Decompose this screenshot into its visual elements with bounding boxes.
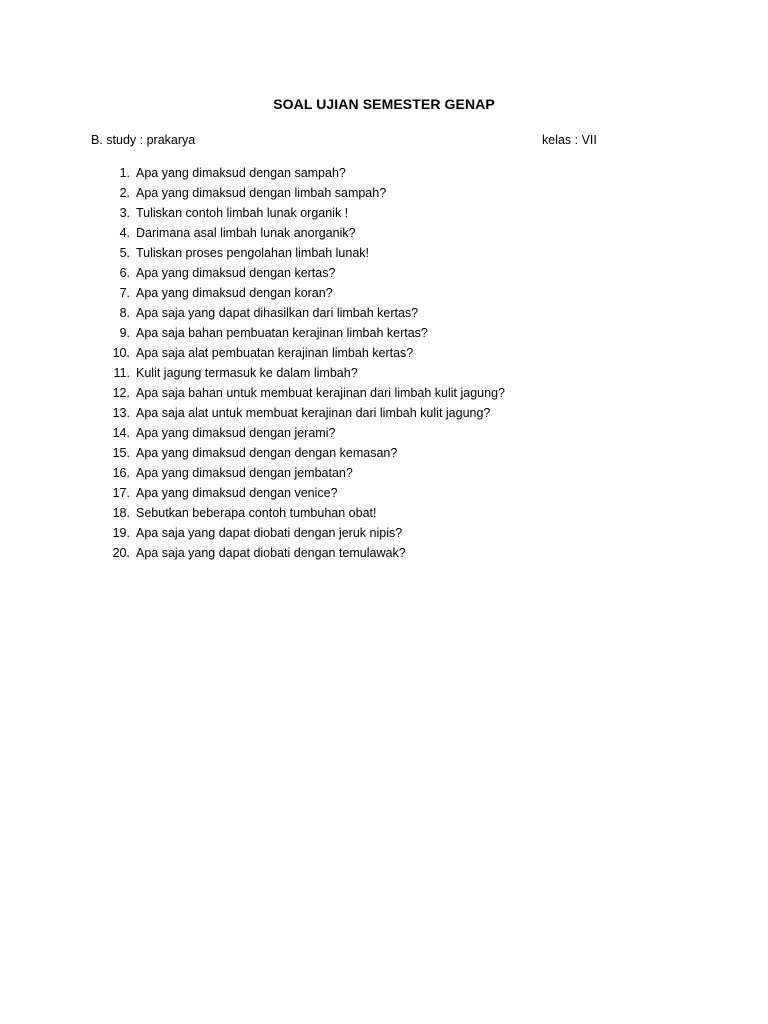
question-text: Apa yang dimaksud dengan venice? xyxy=(136,486,338,500)
question-text: Apa saja bahan untuk membuat kerajinan dari limbah kulit jagung? xyxy=(136,386,505,400)
question-text: Apa saja yang dapat diobati dengan temulawak? xyxy=(136,546,406,560)
question-item-7 xyxy=(0,286,768,306)
document-title: SOAL UJIAN SEMESTER GENAP xyxy=(273,96,495,112)
question-text: Sebutkan beberapa contoh tumbuhan obat! xyxy=(136,506,377,520)
question-number: 5. xyxy=(119,246,130,260)
question-item-11 xyxy=(0,366,768,386)
question-item-13 xyxy=(0,406,768,426)
question-item-10 xyxy=(0,346,768,366)
question-number: 19. xyxy=(112,526,130,540)
question-text: Apa saja yang dapat dihasilkan dari limbah kertas? xyxy=(136,306,419,320)
question-number: 3. xyxy=(119,206,130,220)
question-item-12 xyxy=(0,386,768,406)
question-item-1 xyxy=(0,166,768,186)
question-number: 20. xyxy=(112,546,130,560)
question-text: Apa saja alat untuk membuat kerajinan dari limbah kulit jagung? xyxy=(136,406,491,420)
question-text: Darimana asal limbah lunak anorganik? xyxy=(136,226,356,240)
question-item-19 xyxy=(0,526,768,546)
question-list xyxy=(0,166,768,566)
question-item-17 xyxy=(0,486,768,506)
question-number: 14. xyxy=(112,426,130,440)
question-number: 4. xyxy=(119,226,130,240)
question-item-14 xyxy=(0,426,768,446)
question-item-9 xyxy=(0,326,768,346)
question-item-4 xyxy=(0,226,768,246)
question-item-3 xyxy=(0,206,768,226)
question-number: 15. xyxy=(112,446,130,460)
question-text: Apa yang dimaksud dengan limbah sampah? xyxy=(136,186,387,200)
question-text: Apa yang dimaksud dengan kertas? xyxy=(136,266,336,280)
question-number: 8. xyxy=(119,306,130,320)
question-text: Apa saja alat pembuatan kerajinan limbah kertas? xyxy=(136,346,414,360)
question-text: Apa yang dimaksud dengan koran? xyxy=(136,286,333,300)
question-text: Apa saja yang dapat diobati dengan jeruk nipis? xyxy=(136,526,403,540)
question-item-18 xyxy=(0,506,768,526)
subject-line: B. study : prakarya xyxy=(91,133,196,147)
question-item-5 xyxy=(0,246,768,266)
question-text: Apa yang dimaksud dengan sampah? xyxy=(136,166,346,180)
class-line: kelas : VII xyxy=(542,133,597,147)
question-number: 10. xyxy=(112,346,130,360)
question-item-20 xyxy=(0,546,768,566)
question-number: 7. xyxy=(119,286,130,300)
question-item-15 xyxy=(0,446,768,466)
question-number: 17. xyxy=(112,486,130,500)
question-text: Tuliskan contoh limbah lunak organik ! xyxy=(136,206,349,220)
question-text: Apa yang dimaksud dengan jerami? xyxy=(136,426,336,440)
question-number: 6. xyxy=(119,266,130,280)
question-number: 12. xyxy=(112,386,130,400)
question-item-16 xyxy=(0,466,768,486)
question-text: Apa yang dimaksud dengan jembatan? xyxy=(136,466,353,480)
question-number: 11. xyxy=(113,366,130,380)
question-text: Tuliskan proses pengolahan limbah lunak! xyxy=(136,246,370,260)
question-text: Kulit jagung termasuk ke dalam limbah? xyxy=(136,366,358,380)
question-number: 1. xyxy=(119,166,130,180)
question-number: 9. xyxy=(119,326,130,340)
question-item-6 xyxy=(0,266,768,286)
question-number: 2. xyxy=(119,186,130,200)
question-text: Apa yang dimaksud dengan dengan kemasan? xyxy=(136,446,398,460)
question-number: 18. xyxy=(112,506,130,520)
question-number: 16. xyxy=(112,466,130,480)
question-item-2 xyxy=(0,186,768,206)
question-item-8 xyxy=(0,306,768,326)
question-text: Apa saja bahan pembuatan kerajinan limbah kertas? xyxy=(136,326,428,340)
question-number: 13. xyxy=(112,406,130,420)
